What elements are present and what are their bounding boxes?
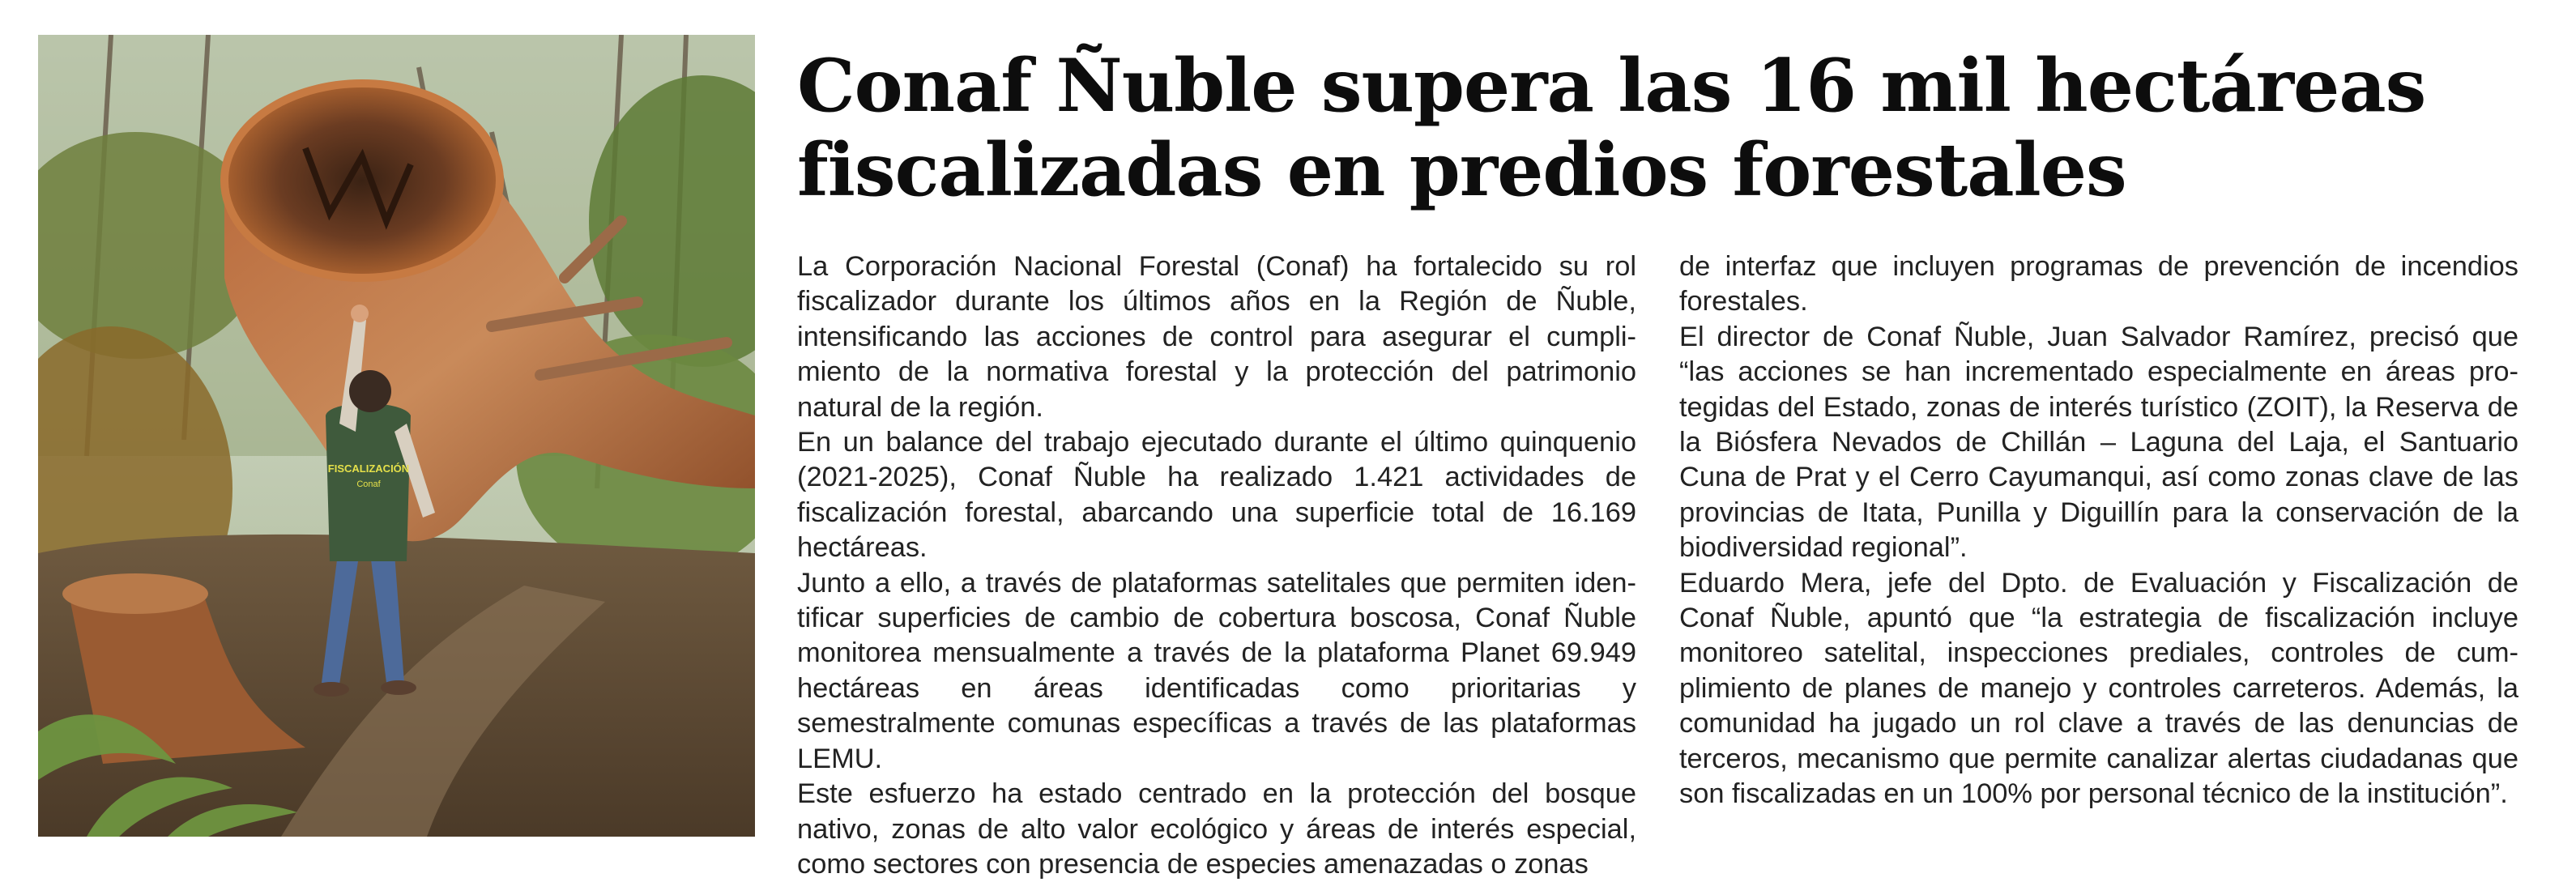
paragraph: Eduardo Mera, jefe del Dpto. de Evaluación y Fiscalización de Conaf Ñuble, apuntó que “la estrategia de fiscalización incluye monitoreo satelital, inspecciones prediales, controles de cumplimiento de planes de manejo y controles carreteros. Además, la comunidad ha jugado un rol clave a través de las denuncias de terceros, mecanismo que permite canalizar alertas ciudadanas que son fiscalizadas en un 100% por personal técnico de la institución”. <box>1679 567 2518 810</box>
felled-tree-photo-illustration <box>38 35 755 837</box>
article-column-right <box>1679 249 2518 812</box>
paragraph: El director de Conaf Ñuble, Juan Salvador Ramírez, precisó que “las acciones se han incrementado especialmente en áreas protegidas del Estado, zonas de interés turístico (ZOIT), la Reserva de la Biósfera Nevados de Chillán – Laguna del Laja, el Santuario Cuna de Prat y el Cerro Cayumanqui, así como zonas clave de las provincias de Itata, Punilla y Diguillín para la conservación de la biodiversidad regional”. <box>1679 321 2518 564</box>
article-column-left <box>797 249 1636 882</box>
article-photo <box>38 35 755 837</box>
paragraph: La Corporación Nacional Forestal (Conaf) ha fortalecido su rol fiscalizador durante los últimos años en la Región de Ñuble, intensificando las acciones de control para asegurar el cumplimiento de la normativa forestal y la protección del patrimonio natural de la región. <box>797 251 1636 423</box>
paragraph: Junto a ello, a través de plataformas satelitales que permiten identificar superficies de cambio de cobertura boscosa, Conaf Ñuble monitorea mensualmente a través de la plataforma Planet 69.949 hectáreas en áreas identificadas como prioritarias y semestralmente comunas específicas a través de las plataformas LEMU. <box>797 567 1636 774</box>
paragraph: En un balance del trabajo ejecutado durante el último quinquenio (2021-2025), Conaf Ñuble ha realizado 1.421 actividades de fiscalización forestal, abarcando una superficie total de 16.169 hectáreas. <box>797 427 1636 564</box>
headline-line-2: fiscalizadas en predios forestales <box>797 127 2126 213</box>
vest-label: FISCALIZACIÓN <box>327 462 410 475</box>
headline-line-1: Conaf Ñuble supera las 16 mil hectáreas <box>797 43 2426 129</box>
article-headline <box>797 44 2531 212</box>
paragraph: de interfaz que incluyen programas de prevención de incendios forestales. <box>1679 251 2518 317</box>
vest-sublabel: Conaf <box>356 479 381 489</box>
paragraph: Este esfuerzo ha estado centrado en la protección del bosque nativo, zonas de alto valor ecológico y áreas de interés especial, como sectores con presencia de especies amenazadas o zonas <box>797 778 1636 880</box>
